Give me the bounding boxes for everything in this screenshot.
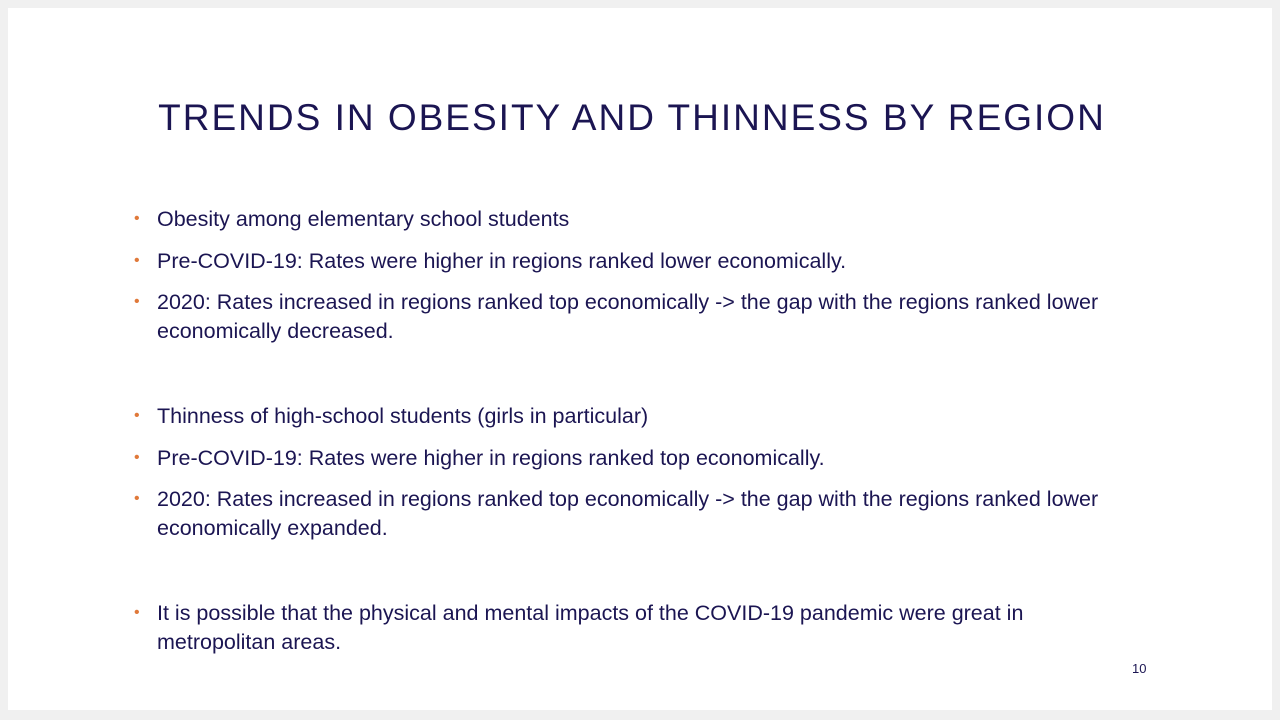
- bullet-list: [134, 205, 1147, 669]
- bullet-dot-icon: •: [134, 210, 140, 227]
- bullet-text: 2020: Rates increased in regions ranked top economically -> the gap with the regions ranked lower economically decreased.: [157, 290, 1099, 343]
- bullet-text: 2020: Rates increased in regions ranked top economically -> the gap with the regions ranked lower economically expanded.: [157, 487, 1099, 540]
- bullet-dot-icon: •: [134, 604, 140, 621]
- bullet-dot-icon: •: [134, 293, 140, 310]
- bullet-item: [134, 205, 1147, 234]
- bullet-text: It is possible that the physical and mental impacts of the COVID-19 pandemic were great in metropolitan areas.: [157, 601, 1024, 654]
- bullet-item: [134, 444, 1147, 473]
- page-number: 10: [1132, 661, 1147, 676]
- slide-title: TRENDS IN OBESITY AND THINNESS BY REGION: [158, 97, 1106, 138]
- bullet-dot-icon: •: [134, 448, 140, 466]
- bullet-item: [134, 485, 1147, 542]
- bullet-text: Obesity among elementary school students: [157, 207, 570, 231]
- bullet-dot-icon: •: [134, 407, 140, 424]
- bullet-item: [134, 402, 1147, 431]
- bullet-dot-icon: •: [134, 490, 140, 507]
- bullet-item: [134, 288, 1147, 345]
- bullet-text: Pre-COVID-19: Rates were higher in regions ranked top economically.: [157, 445, 825, 470]
- bullet-item: [134, 599, 1147, 656]
- bullet-dot-icon: •: [134, 251, 140, 269]
- bullet-text: Thinness of high-school students (girls in particular): [157, 404, 649, 428]
- bullet-text: Pre-COVID-19: Rates were higher in regions ranked lower economically.: [157, 248, 847, 273]
- bullet-item: [134, 247, 1147, 276]
